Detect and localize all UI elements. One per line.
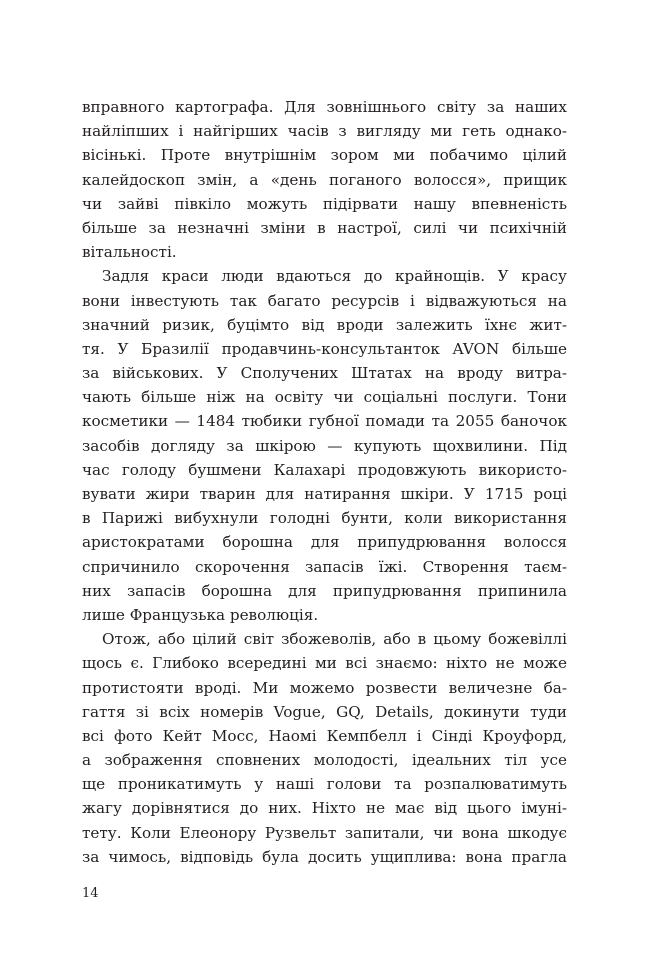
text-line: значний ризик, буцімто від вроди залежить їхнє жит- (82, 315, 567, 334)
paragraph-1 (82, 95, 567, 264)
text-line: більше за незначні зміни в настрої, силі чи психічній (82, 218, 567, 237)
text-line: вправного картографа. Для зовнішнього світу за наших (82, 98, 567, 116)
text-line: чи зайві півкіло можуть підірвати нашу впевненість (82, 194, 567, 213)
text-line: засобів догляду за шкірою — купують щохвилини. Під (82, 436, 567, 455)
page-number: 14 (82, 886, 99, 901)
text-line: аристократами борошна для припудрювання волосся (82, 533, 567, 552)
text-line: вісінькі. Проте внутрішнім зором ми побачимо цілий (82, 146, 567, 165)
text-line: них запасів борошна для припудрювання припинила (82, 581, 567, 600)
text-line: вони інвестують так багато ресурсів і відважуються на (82, 291, 567, 310)
text-line: лише Французька революція. (82, 605, 319, 624)
text-line: тя. У Бразилії продавчинь-консультанток AVON більше (82, 339, 567, 358)
text-line: щось є. Глибоко всередині ми всі знаємо: ніхто не може (82, 654, 567, 673)
text-line: тету. Коли Елеонору Рузвельт запитали, чи вона шкодує (82, 823, 567, 842)
text-line: спричинило скорочення запасів їжі. Створення таєм- (82, 557, 567, 576)
paragraph-3 (82, 627, 567, 869)
text-line: в Парижі вибухнули голодні бунти, коли використання (82, 509, 567, 528)
text-line: чають більше ніж на освіту чи соціальні послуги. Тони (82, 388, 567, 407)
text-line: найліпших і найгірших часів з вигляду ми геть однако- (82, 122, 567, 141)
text-line: вітальності. (82, 243, 177, 262)
paragraph-2 (82, 264, 567, 627)
text-line: вувати жири тварин для натирання шкіри. У 1715 році (82, 485, 567, 503)
text-line: калейдоскоп змін, а «день поганого волосся», прищик (82, 170, 567, 189)
text-line: Отож, або цілий світ збожеволів, або в цьому божевіллі (102, 630, 567, 649)
text-line: за військових. У Сполучених Штатах на вроду витра- (82, 364, 567, 383)
text-line: за чимось, відповідь була досить ущиплива: вона прагла (82, 847, 567, 866)
body-text (82, 95, 567, 869)
text-line: а зображення сповнених молодості, ідеальних тіл усе (82, 751, 567, 770)
text-line: ще проникатимуть у наші голови та розпалюватимуть (82, 775, 567, 794)
text-line: протистояти вроді. Ми можемо розвести величезне ба- (82, 678, 567, 697)
text-line: Задля краси люди вдаються до крайнощів. У красу (102, 267, 567, 286)
text-line: час голоду бушмени Калахарі продовжують використо- (82, 460, 567, 479)
text-line: косметики — 1484 тюбики губної помади та 2055 баночок (82, 412, 567, 431)
text-line: всі фото Кейт Мосс, Наомі Кемпбелл і Сінді Кроуфорд, (82, 726, 567, 745)
text-line: гаття зі всіх номерів Vogue, GQ, Details, докинути туди (82, 702, 567, 721)
text-line: жагу дорівнятися до них. Ніхто не має від цього імуні- (82, 799, 567, 818)
